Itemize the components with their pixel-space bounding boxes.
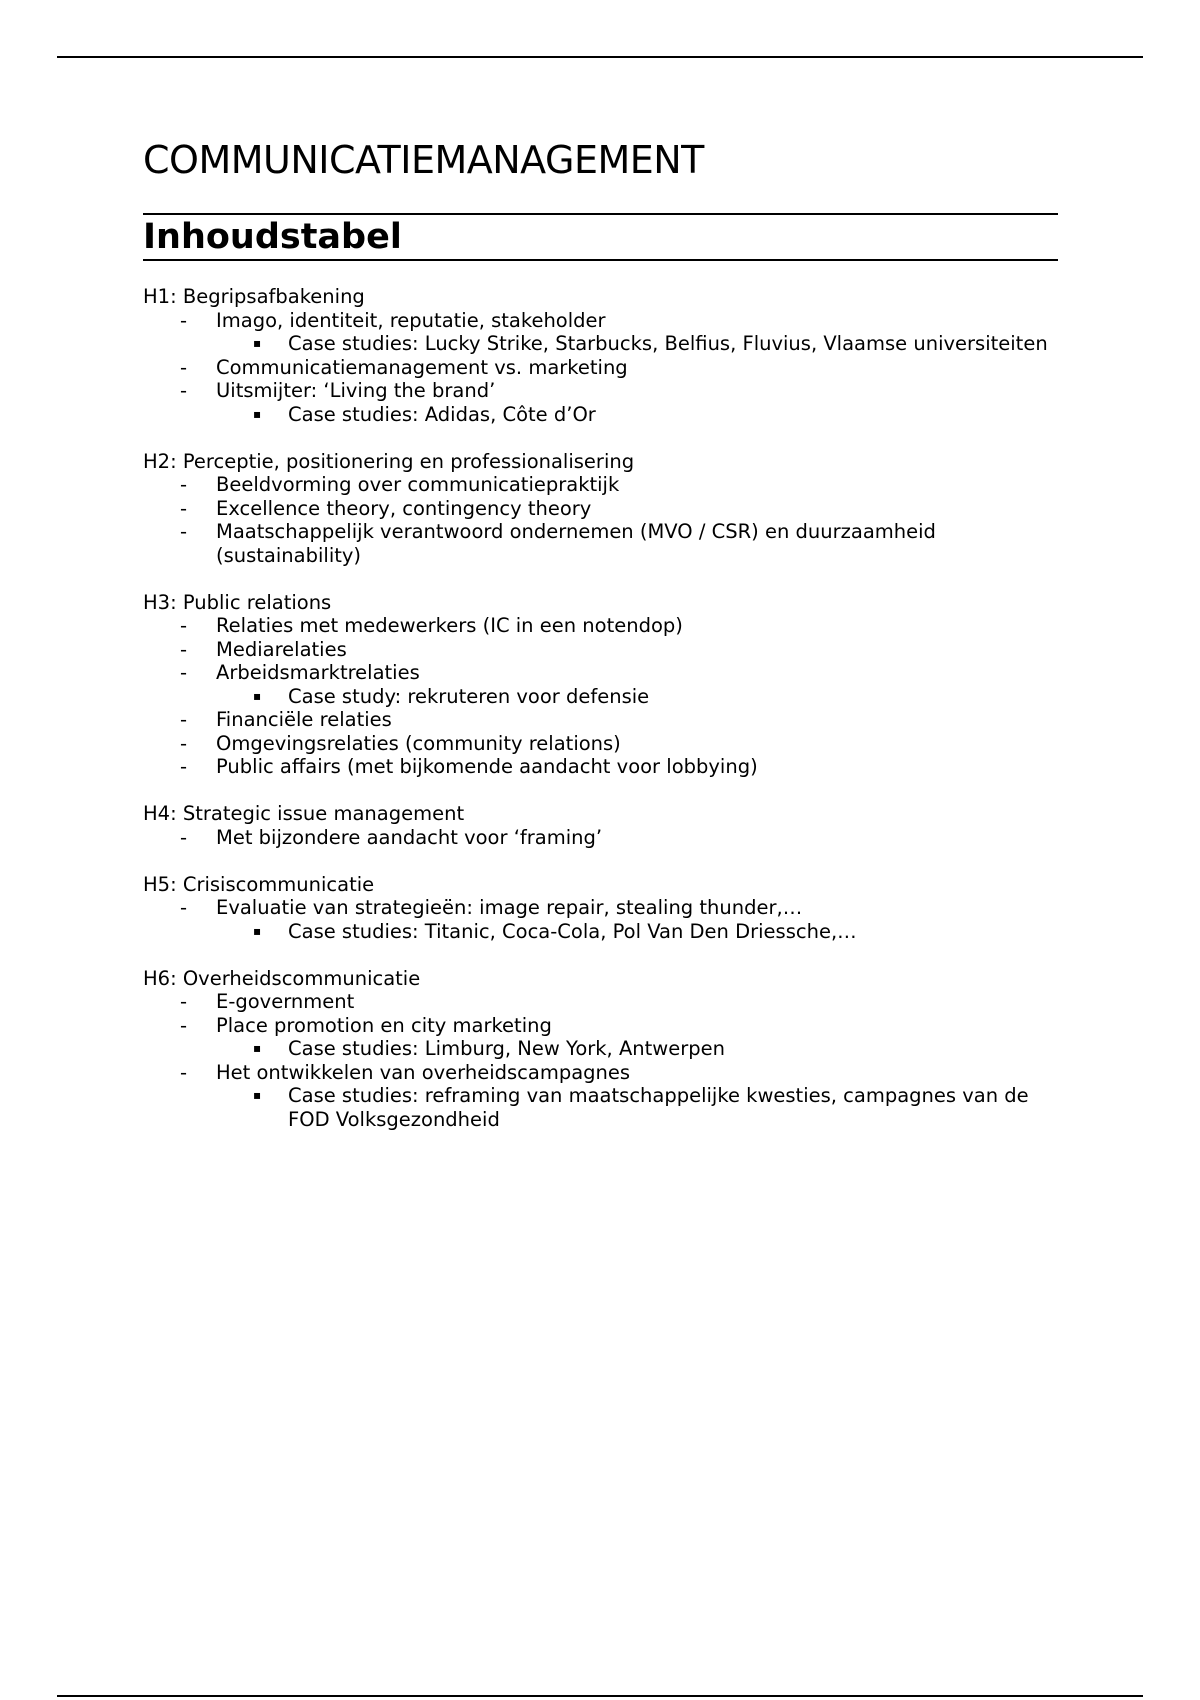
list-item <box>143 497 1058 521</box>
section-title: H6: Overheidscommunicatie <box>143 966 421 990</box>
dash-bullet: - <box>180 473 188 496</box>
list-item <box>143 309 1058 333</box>
list-item-text: Place promotion en city marketing <box>216 1013 552 1037</box>
toc-section <box>143 591 1058 779</box>
dash-bullet: - <box>180 496 188 520</box>
list-item <box>143 990 1058 1014</box>
list-item-text: Public affairs (met bijkomende aandacht voor lobbying) <box>216 755 758 778</box>
dash-bullet: - <box>180 614 188 637</box>
list-item-text: Evaluatie van strategieën: image repair, stealing thunder,… <box>216 896 803 919</box>
dash-bullet: - <box>180 661 188 684</box>
toc-section <box>143 802 1058 849</box>
list-item-text: Communicatiemanagement vs. marketing <box>216 355 628 379</box>
sub-list-item <box>143 332 1058 356</box>
list-item <box>143 1061 1058 1085</box>
list-item <box>143 614 1058 638</box>
list-item-text: Maatschappelijk verantwoord ondernemen (MVO / CSR) en duurzaamheid (sustainability) <box>216 520 936 567</box>
section-title: H4: Strategic issue management <box>143 802 465 825</box>
list-item-text: Case studies: Lucky Strike, Starbucks, Belfius, Fluvius, Vlaamse universiteiten <box>288 332 1048 355</box>
dash-bullet: - <box>180 825 188 849</box>
dash-bullet: - <box>180 355 188 379</box>
list-item-text: Excellence theory, contingency theory <box>216 496 592 520</box>
toc-section <box>143 873 1058 944</box>
list-item <box>143 379 1058 403</box>
dash-bullet: - <box>180 1060 188 1084</box>
page-content <box>143 132 1058 1155</box>
list-item-text: Met bijzondere aandacht voor ‘framing’ <box>216 825 603 849</box>
list-item-text: Case studies: reframing van maatschappelijke kwesties, campagnes van de FOD Volksgezondheid <box>288 1084 1029 1131</box>
list-item-text: Omgevingsrelaties (community relations) <box>216 731 621 755</box>
list-item <box>143 473 1058 497</box>
toc-section <box>143 285 1058 426</box>
dash-bullet: - <box>180 520 188 543</box>
list-item <box>143 755 1058 779</box>
list-item <box>143 638 1058 662</box>
list-item <box>143 708 1058 732</box>
list-item-text: Uitsmijter: ‘Living the brand’ <box>216 379 496 402</box>
section-title: H2: Perceptie, positionering en professionalisering <box>143 449 635 473</box>
list-item-text: Case studies: Adidas, Côte d’Or <box>288 402 596 426</box>
dash-bullet: - <box>180 708 188 731</box>
list-item-text: Imago, identiteit, reputatie, stakeholder <box>216 308 606 332</box>
header-rule <box>57 56 1143 58</box>
list-item-text: Het ontwikkelen van overheidscampagnes <box>216 1060 631 1084</box>
list-item-text: Case study: rekruteren voor defensie <box>288 684 650 708</box>
section-title: H3: Public relations <box>143 590 332 614</box>
toc-sections <box>143 285 1058 1131</box>
list-item <box>143 826 1058 850</box>
dash-bullet: - <box>180 637 188 661</box>
list-item <box>143 732 1058 756</box>
document-title: COMMUNICATIEMANAGEMENT <box>143 138 704 182</box>
dash-bullet: - <box>180 731 188 755</box>
square-bullet-icon: ▪ <box>253 1088 262 1102</box>
dash-bullet: - <box>180 308 188 332</box>
list-item <box>143 896 1058 920</box>
dash-bullet: - <box>180 1013 188 1037</box>
list-item-text: Arbeidsmarktrelaties <box>216 661 420 684</box>
toc-section <box>143 450 1058 568</box>
square-bullet-icon: ▪ <box>253 406 262 421</box>
sub-list-item <box>143 1084 1058 1131</box>
square-bullet-icon: ▪ <box>253 688 262 703</box>
sub-list-item <box>143 920 1058 944</box>
square-bullet-icon: ▪ <box>253 336 262 350</box>
sub-list-item <box>143 685 1058 709</box>
list-item-text: Beeldvorming over communicatiepraktijk <box>216 473 620 496</box>
list-item-text: E-government <box>216 990 355 1013</box>
list-item <box>143 356 1058 380</box>
list-item-text: Case studies: Titanic, Coca-Cola, Pol Van Den Driessche,… <box>288 919 857 943</box>
toc-section <box>143 967 1058 1132</box>
square-bullet-icon: ▪ <box>253 923 262 938</box>
list-item <box>143 1014 1058 1038</box>
list-item <box>143 661 1058 685</box>
toc-heading: Inhoudstabel <box>143 213 1058 261</box>
section-title: H1: Begripsafbakening <box>143 285 365 308</box>
list-item-text: Case studies: Limburg, New York, Antwerpen <box>288 1037 725 1060</box>
dash-bullet: - <box>180 990 188 1013</box>
sub-list-item <box>143 1037 1058 1061</box>
list-item-text: Financiële relaties <box>216 708 392 731</box>
dash-bullet: - <box>180 896 188 919</box>
list-item-text: Mediarelaties <box>216 637 347 661</box>
dash-bullet: - <box>180 379 188 402</box>
list-item-text: Relaties met medewerkers (IC in een notendop) <box>216 614 683 637</box>
sub-list-item <box>143 403 1058 427</box>
section-title: H5: Crisiscommunicatie <box>143 872 375 896</box>
footer-rule <box>57 1695 1143 1697</box>
square-bullet-icon: ▪ <box>253 1041 262 1055</box>
list-item <box>143 520 1058 567</box>
dash-bullet: - <box>180 755 188 778</box>
